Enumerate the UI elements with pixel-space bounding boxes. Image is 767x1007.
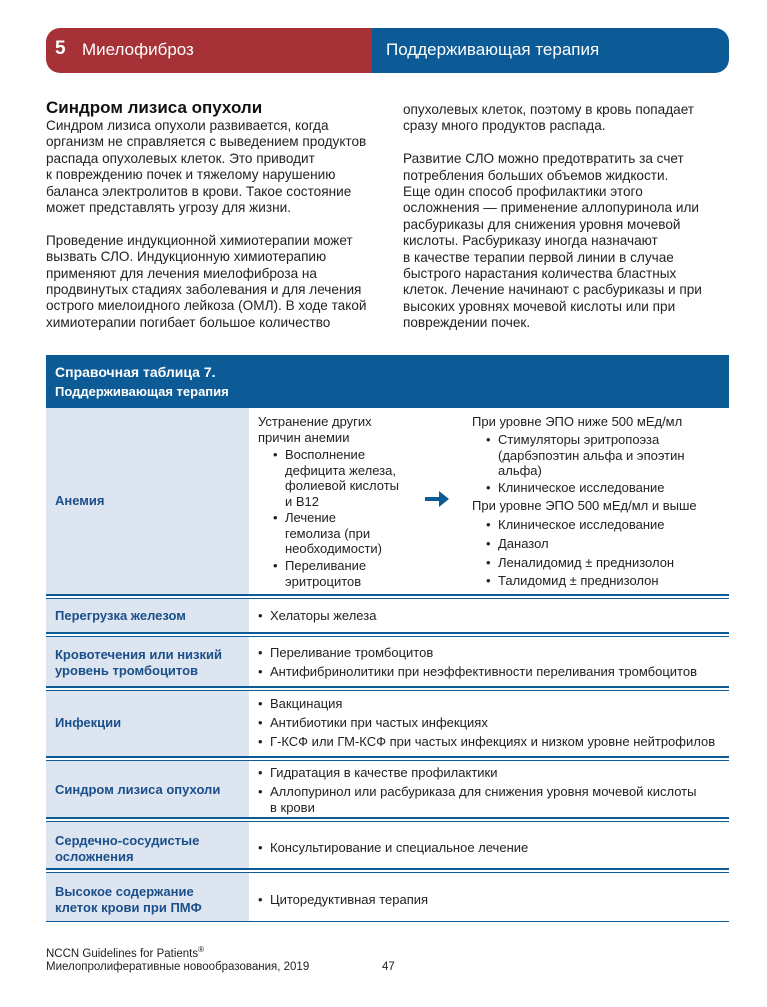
anemia-low-item: • Клиническое исследование [486, 480, 733, 496]
row-label-pmf: Высокое содержание клеток крови при ПМФ [55, 884, 202, 915]
row-label-tumor-lysis: Синдром лизиса опухоли [55, 782, 221, 797]
table-title: Справочная таблица 7. [55, 364, 216, 380]
anemia-low-epo: При уровне ЭПО ниже 500 мЕд/мл [472, 414, 683, 429]
footer-brand [46, 945, 204, 960]
anemia-first-item: • Переливание эритроцитов [273, 558, 425, 589]
page-number: 47 [382, 961, 395, 973]
cardiovascular-item: • Консультирование и специальное лечение [258, 840, 735, 856]
row-label-bleeding: Кровотечения или низкий уровень тромбоцитов [55, 647, 222, 678]
footer-brand-name: NCCN Guidelines for Patients [46, 947, 199, 960]
section-number: 5 [55, 38, 66, 59]
section-title: Миелофиброз [82, 40, 194, 59]
row-divider [46, 760, 729, 761]
infections-item: • Антибиотики при частых инфекциях [258, 715, 735, 731]
anemia-first-item: • Восполнение дефицита железа, фолиевой кислоты и B12 [273, 447, 425, 509]
row-divider [46, 636, 729, 637]
table-bottom-line [46, 921, 729, 922]
infections-item: • Вакцинация [258, 696, 735, 712]
anemia-first-item: • Лечение гемолиза (при необходимости) [273, 510, 425, 557]
row-divider [46, 690, 729, 691]
row-divider [46, 817, 729, 819]
anemia-first-step: Устранение других причин анемии [258, 414, 372, 445]
tumor-lysis-item: • Гидратация в качестве профилактики [258, 765, 735, 781]
row-divider [46, 756, 729, 758]
iron-overload-item: • Хелаторы железа [258, 608, 730, 624]
row-divider [46, 868, 729, 870]
row-divider [46, 821, 729, 822]
tumor-lysis-item: • Аллопуринол или расбуриказа для снижения уровня мочевой кислоты в крови [258, 784, 735, 815]
row-label-infections: Инфекции [55, 715, 122, 730]
topic-title: Поддерживающая терапия [386, 40, 600, 59]
bleeding-item: • Антифибринолитики при неэффективности переливания тромбоцитов [258, 664, 735, 680]
footer-registered-mark: ® [198, 945, 205, 954]
bleeding-item: • Переливание тромбоцитов [258, 645, 735, 661]
row-label-anemia: Анемия [55, 493, 105, 508]
anemia-high-item: • Клиническое исследование [486, 517, 733, 533]
topic-tab [372, 28, 729, 73]
article-heading: Синдром лизиса опухоли [46, 98, 263, 117]
anemia-high-item: • Леналидомид ± преднизолон [486, 555, 733, 571]
row-divider [46, 686, 729, 688]
row-label-iron-overload: Перегрузка железом [55, 608, 186, 623]
right-arrow-icon [425, 489, 449, 509]
row-divider [46, 598, 729, 599]
row-divider [46, 594, 729, 596]
table-subtitle: Поддерживающая терапия [55, 384, 229, 399]
infections-item: • Г-КСФ или ГМ-КСФ при частых инфекциях и низком уровне нейтрофилов [258, 734, 735, 750]
row-divider [46, 632, 729, 634]
section-header [46, 28, 729, 73]
article-right-column: опухолевых клеток, поэтому в кровь попадает сразу много продуктов распада. Развитие СЛО можно предотвратить за счет потребления больших объемов жидкости. Еще один способ профилактики этого осложнения — применение аллопуринола или расбуриказы для снижения уровня мочевой кислоты. Расбуриказу иногда назначают в качестве терапии первой линии в случае быстрого нарастания количества бластных клеток. Лечение начинают с расбуриказы и при высоких уровнях мочевой кислоты или при повреждении почек. [403, 102, 702, 331]
table-header [46, 355, 729, 408]
anemia-low-item: • Стимуляторы эритропоэза (дарбэпоэтин альфа и эпоэтин альфа) [486, 432, 733, 479]
row-divider [46, 872, 729, 873]
anemia-high-item: • Талидомид ± преднизолон [486, 573, 733, 589]
anemia-high-item: • Даназол [486, 536, 733, 552]
row-label-cardiovascular: Сердечно-сосудистые осложнения [55, 833, 200, 864]
section-tab [46, 28, 372, 73]
anemia-high-epo: При уровне ЭПО 500 мЕд/мл и выше [472, 498, 697, 513]
pmf-item: • Циторедуктивная терапия [258, 892, 735, 908]
footer-doc-title: Миелопролиферативные новообразования, 2019 [46, 961, 310, 973]
article-left-column: Синдром лизиса опухоли развивается, когда организм не справляется с выведением продуктов распада опухолевых клеток. Это приводит к повреждению почек и тяжелому нарушению баланса электролитов в крови. Такое состояние может представлять угрозу для жизни. Проведение индукционной химиотерапии может вызвать СЛО. Индукционную химиотерапию применяют для лечения миелофиброза на продвинутых стадиях заболевания и для лечения острого миелоидного лейкоза (ОМЛ). В ходе такой химиотерапии погибает большое количество [46, 118, 367, 330]
